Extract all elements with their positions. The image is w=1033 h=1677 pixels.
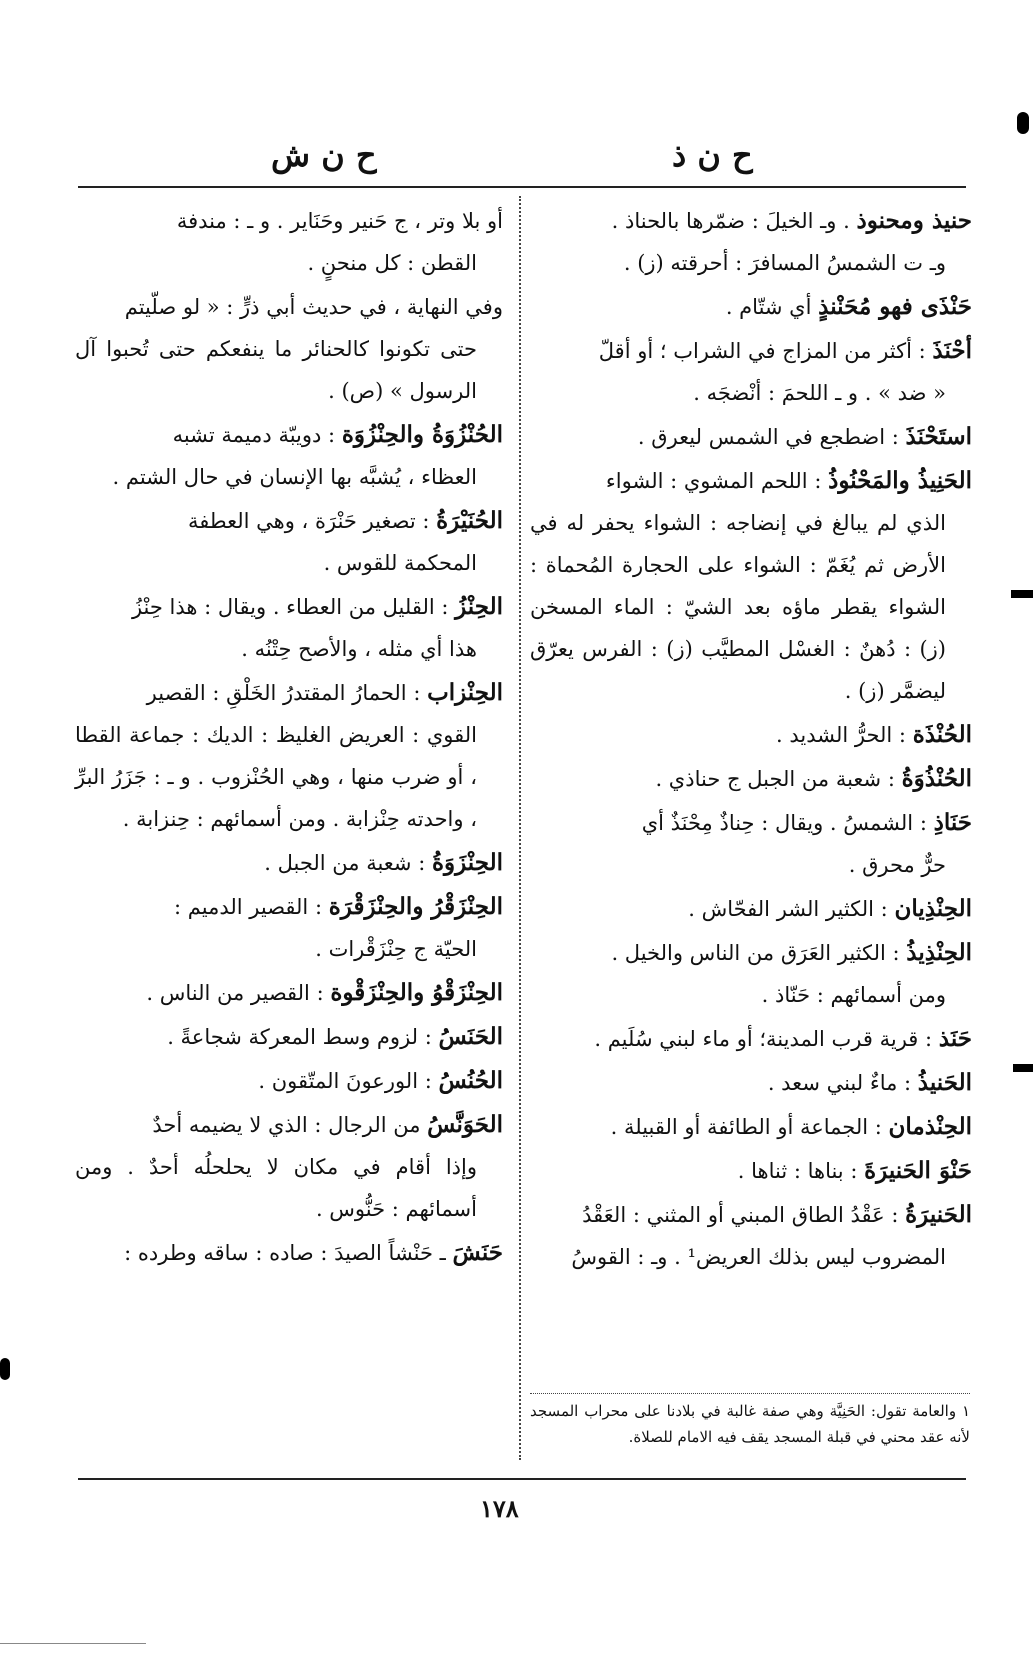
dictionary-entry <box>530 802 972 886</box>
dictionary-entry <box>530 200 972 284</box>
entry-headword: الحُنْزُوَةُ والحِنْزُوَة <box>341 421 503 448</box>
dictionary-entry <box>75 500 503 584</box>
entry-continuation: حتى تكونوا كالحنائر ما ينفعكم حتى تُحبوا آل الرسول » (ص) . <box>75 337 477 403</box>
entry-definition: : القليل من العطاء . ويقال : هذا حِنْزُ <box>131 595 456 619</box>
entry-continuation: وإذا أقام في مكان لا يحلحلُه أحدٌ . ومن أسمائهم : حَنُّوس . <box>75 1155 477 1221</box>
entry-headword: الحِنْزَقْوُ والحِنْزَقْوة <box>330 979 503 1006</box>
dictionary-entry <box>530 1194 972 1278</box>
header-root-right: ح ن ذ <box>672 136 753 174</box>
entry-headword: الحَوَنَّسُ <box>427 1111 503 1138</box>
entry-definition: : الحرُّ الشديد . <box>776 723 913 747</box>
dictionary-entry <box>530 758 972 800</box>
entry-definition: : الورعونَ المتّقون . <box>258 1069 439 1093</box>
entry-definition: وفي النهاية ، في حديث أبي ذرٍّ : « لو صلّيتم <box>124 295 503 319</box>
dictionary-entry <box>530 1018 972 1060</box>
dictionary-entry <box>75 1060 503 1102</box>
entry-headword: حنيذ ومحنوذ <box>856 207 972 234</box>
entry-definition: : دويبّة دميمة تشبه <box>172 423 342 447</box>
entry-continuation: العظاء ، يُشبَّه بها الإنسان في حال الشتم . <box>112 465 477 489</box>
scan-mark <box>1013 1064 1033 1072</box>
right-column <box>530 200 972 1280</box>
dictionary-entry <box>530 1106 972 1148</box>
header-rule <box>78 186 966 188</box>
entry-definition: : الجماعة أو الطائفة أو القبيلة . <box>610 1115 889 1139</box>
entry-headword: الحُنُسُ <box>438 1067 503 1094</box>
entry-headword: الحُنْذُوَةُ <box>901 765 972 792</box>
entry-definition: : شعبة من الجبل ج حناذي . <box>655 767 902 791</box>
entry-definition: : الكثير العَرَق من الناس والخيل . <box>611 941 907 965</box>
entry-headword: حَنَشَ <box>452 1239 503 1266</box>
footnote: ١ والعامة تقول: الحَنِيَّة وهي صفة غالبة في بلادنا على محراب المسجد لأنه عقد محني في قبلة المسجد يقف فيه الامام للصلاة. <box>530 1402 970 1446</box>
dictionary-entry <box>75 286 503 412</box>
entry-continuation: « ضد » . و ـ اللحمَ : أنْضجَه . <box>693 381 946 405</box>
dictionary-entry <box>530 330 972 414</box>
entry-continuation: القوي : العريض الغليظ : الديك : جماعة القطا ، أو ضرب منها ، وهي الحُنْزوب . و ـ : جَزَرُ البرِّ ، واحدته حِنْزابة . ومن أسمائهم : حِنزابة . <box>75 723 477 831</box>
column-divider <box>519 196 521 1460</box>
dictionary-entry <box>75 672 503 840</box>
entry-definition: : اضطجع في الشمس ليعرق . <box>637 425 906 449</box>
entry-definition: : عَقْدُ الطاق المبني أو المثني : العَقْدُ <box>582 1203 906 1227</box>
header-root-left: ح ن ش <box>271 136 377 174</box>
entry-definition: : اللحم المشوي : الشواء <box>605 469 829 493</box>
entry-headword: الحِنْذِيذُ <box>906 939 972 966</box>
entry-headword: حَنْوَ الحَنيرَةَ <box>864 1157 972 1184</box>
entry-continuation: الذي لم يبالغ في إنضاجه : الشواء يحفر له في الأرض ثم يُغَمّ : الشواء على الحجارة المُحماة : الشواء يقطر ماؤه بعد الشيّ : الماء المسخن (ز) : دُهنٌ : الغسْل المطيَّب (ز) : الفرس يعرّق ليضمَّر (ز) . <box>530 511 946 703</box>
entry-headword: الحُنْذَة <box>912 721 972 748</box>
dictionary-entry <box>530 460 972 712</box>
dictionary-entry <box>75 200 503 284</box>
entry-continuation: هذا أي مثله ، والأصح حِتْنُه . <box>241 637 477 661</box>
dictionary-entry <box>75 1104 503 1230</box>
dictionary-entry <box>530 888 972 930</box>
entry-headword: الحَنِيذُ والمَحْنُوذُ <box>828 467 972 494</box>
entry-definition: : الحمارُ المقتدرُ الخَلْقِ : القصير <box>146 681 428 705</box>
dictionary-entry <box>75 1016 503 1058</box>
page-number: ١٧٨ <box>480 1494 519 1523</box>
crop-line <box>0 1643 146 1644</box>
entry-continuation: وـ ت الشمسُ المسافرَ : أحرقته (ز) . <box>623 251 946 275</box>
left-column <box>75 200 503 1276</box>
entry-definition: ـ حَنْشاً الصيدَ : صاده : ساقه وطرده : <box>124 1241 453 1265</box>
entry-definition: : قرية قرب المدينة؛ أو ماء لبني سُلَيم . <box>594 1027 939 1051</box>
dictionary-entry <box>75 586 503 670</box>
entry-headword: الحَنيذُ <box>917 1069 972 1096</box>
entry-continuation: الحيّة ج حِنْزَقْرات . <box>315 937 477 961</box>
entry-headword: أحْنَذَ <box>932 337 972 364</box>
dictionary-entry <box>75 886 503 970</box>
entry-definition: من الرجال : الذي لا يضيمه أحدٌ <box>152 1113 428 1137</box>
dictionary-entry <box>75 1232 503 1274</box>
footnote-rule <box>530 1393 970 1394</box>
dictionary-entry <box>530 286 972 328</box>
entry-definition: : الشمسُ . ويقال : حِناذٌ مِحْنَذٌ أي <box>641 811 934 835</box>
entry-headword: الحَنيرَةُ <box>905 1201 972 1228</box>
entry-continuation: المحكمة للقوس . <box>323 551 477 575</box>
entry-definition: : القصير من الناس . <box>146 981 331 1005</box>
entry-headword: الحِنْذمان <box>888 1113 972 1140</box>
entry-definition: : أكثر من المزاج في الشراب ؛ أو أقلّ <box>598 339 933 363</box>
scan-mark <box>0 1358 10 1380</box>
dictionary-entry <box>530 416 972 458</box>
entry-definition: : الكثير الشر الفحّاش . <box>688 897 895 921</box>
entry-definition: : ماءٌ لبني سعد . <box>767 1071 918 1095</box>
dictionary-entry <box>75 414 503 498</box>
bottom-rule <box>78 1478 966 1480</box>
dictionary-entry <box>75 972 503 1014</box>
entry-headword: استَحْنَذَ <box>905 423 972 450</box>
entry-definition: : شعبة من الجبل . <box>264 851 432 875</box>
entry-continuation: حرٌّ محرق . <box>848 853 946 877</box>
scan-mark <box>1011 590 1033 598</box>
entry-definition: . وـ الخيلَ : ضمّرها بالحناذ . <box>611 209 857 233</box>
entry-definition: أو بلا وتر ، ج حَنير وحَنَاير . و ـ : مندفة <box>176 209 503 233</box>
entry-definition: : القصير الدميم : <box>174 895 329 919</box>
entry-headword: الحِنْزَوَةُ <box>431 849 503 876</box>
dictionary-entry <box>530 932 972 1016</box>
entry-headword: حَنْذَى فهو مُحَنْنذٍ <box>818 293 972 320</box>
entry-headword: حَنَاذِ <box>933 809 972 836</box>
entry-headword: الحِنْزَقْرُ والحِنْزَقْرَة <box>328 893 503 920</box>
dictionary-entry <box>530 1062 972 1104</box>
entry-headword: حَنَذ <box>938 1025 972 1052</box>
scan-mark <box>1017 112 1029 134</box>
entry-headword: الحَنَسُ <box>438 1023 503 1050</box>
entry-definition: أي شتّام . <box>725 295 819 319</box>
entry-continuation: المضروب ليس بذلك العريض¹ . وـ : القوسُ <box>571 1245 946 1269</box>
entry-headword: الحِنْزاب <box>427 679 503 706</box>
dictionary-entry <box>530 1150 972 1192</box>
entry-headword: الحِنْزُ <box>455 593 503 620</box>
entry-definition: : لزوم وسط المعركة شجاعةً . <box>167 1025 439 1049</box>
entry-definition: : تصغير حَنْرَة ، وهي العطفة <box>188 509 437 533</box>
dictionary-entry <box>75 842 503 884</box>
entry-definition: : بناها : ثناها . <box>737 1159 865 1183</box>
dictionary-entry <box>530 714 972 756</box>
entry-headword: الحُنَيْرَةُ <box>436 507 503 534</box>
entry-headword: الحِنْذِيان <box>894 895 972 922</box>
entry-continuation: القطن : كل منحنٍ . <box>307 251 477 275</box>
entry-continuation: ومن أسمائهم : حَنّاذ . <box>761 983 946 1007</box>
